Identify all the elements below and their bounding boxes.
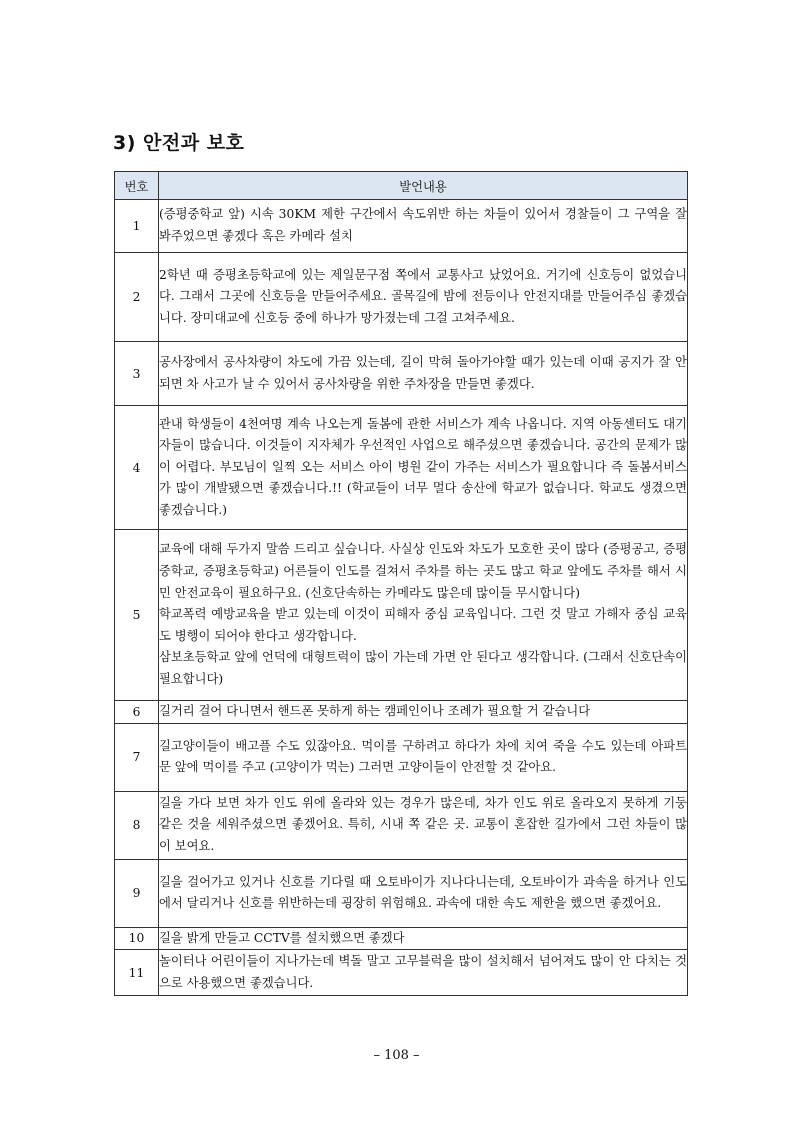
table-row [115, 200, 688, 253]
row-content [159, 342, 688, 406]
row-number: 9 [115, 859, 159, 927]
row-number: 1 [115, 200, 159, 253]
row-content [159, 200, 688, 253]
row-number: 2 [115, 253, 159, 342]
table-row [115, 927, 688, 950]
table-row [115, 791, 688, 859]
row-number: 10 [115, 927, 159, 950]
content-paragraph: 2학년 때 증평초등학교에 있는 제일문구점 쪽에서 교통사고 났었어요. 거기에 신호등이 없었습니다. 그래서 그곳에 신호등을 만들어주세요. 골목길에 밤에 전등이나 안전지대를 만들어주심 좋겠습니다. 장미대교에 신호등 중에 하나가 망가졌는데 그걸 고쳐주세요. [159, 267, 687, 325]
header-number: 번호 [115, 172, 159, 200]
content-paragraph: 학교폭력 예방교육을 받고 있는데 이것이 피해자 중심 교육입니다. 그런 것 말고 가해자 중심 교육도 병행이 되어야 한다고 생각합니다. [159, 607, 687, 643]
table-row [115, 342, 688, 406]
table-row [115, 406, 688, 530]
table-row [115, 530, 688, 701]
row-content [159, 253, 688, 342]
table-row [115, 253, 688, 342]
row-content [159, 723, 688, 791]
content-paragraph: 놀이터나 어린이들이 지나가는데 벽돌 말고 고무블럭을 많이 설치해서 넘어져도 많이 안 다치는 것으로 사용했으면 좋겠습니다. [159, 954, 687, 990]
table-row [115, 701, 688, 724]
row-content [159, 950, 688, 996]
header-content: 발언내용 [159, 172, 688, 200]
row-number: 5 [115, 530, 159, 701]
page-number: – 108 – [373, 1048, 420, 1063]
table-row [115, 723, 688, 791]
row-content [159, 530, 688, 701]
row-number: 8 [115, 791, 159, 859]
row-content [159, 701, 688, 724]
row-number: 4 [115, 406, 159, 530]
content-paragraph: 길을 가다 보면 차가 인도 위에 올라와 있는 경우가 많은데, 차가 인도 위로 올라오지 못하게 기둥 같은 것을 세워주셨으면 좋겠어요. 특히, 시내 쪽 같은 곳. 교통이 혼잡한 길가에서 그런 차들이 많이 보여요. [159, 795, 687, 853]
table-row [115, 950, 688, 996]
row-content [159, 406, 688, 530]
content-paragraph: 길고양이들이 배고플 수도 있잖아요. 먹이를 구하려고 하다가 차에 치여 죽을 수도 있는데 아파트 문 앞에 먹이를 주고 (고양이가 먹는) 그러면 고양이들이 안전할 것 같아요. [159, 738, 687, 775]
row-content [159, 791, 688, 859]
row-content [159, 927, 688, 950]
row-number: 7 [115, 723, 159, 791]
row-content [159, 859, 688, 927]
row-number: 3 [115, 342, 159, 406]
content-paragraph: 길거리 걸어 다니면서 핸드폰 못하게 하는 캠페인이나 조례가 필요할 거 같습니다 [159, 704, 591, 718]
content-paragraph: 관내 학생들이 4천여명 계속 나오는게 돌봄에 관한 서비스가 계속 나옵니다. 지역 아동센터도 대기자들이 많습니다. 이것들이 지자체가 우선적인 사업으로 해주셨으면 좋겠습니다. 공간의 문제가 많이 어렵다. 부모님이 일찍 오는 서비스 아이 병원 같이 가주는 서비스가 필요합니다 즉 돌봄서비스가 많이 개발됐으면 좋겠습니다.!! (학교들이 너무 멀다 송산에 학교가 없습니다. 학교도 생겼으면 좋겠습니다.) [159, 416, 687, 517]
content-paragraph: 삼보초등학교 앞에 언덕에 대형트럭이 많이 가는데 가면 안 된다고 생각합니다. (그래서 신호단속이 필요합니다) [159, 650, 687, 686]
content-paragraph: (증평중학교 앞) 시속 30KM 제한 구간에서 속도위반 하는 차들이 있어서 경찰들이 그 구역을 잘 봐주었으면 좋겠다 혹은 카메라 설치 [159, 207, 687, 243]
content-paragraph: 길을 밝게 만들고 CCTV를 설치했으면 좋겠다 [159, 930, 405, 945]
row-number: 11 [115, 950, 159, 996]
opinion-table [114, 171, 688, 996]
content-paragraph: 길을 걸어가고 있거나 신호를 기다릴 때 오토바이가 지나다니는데, 오토바이가 과속을 하거나 인도에서 달리거나 신호를 위반하는데 굉장히 위험해요. 과속에 대한 속도 제한을 했으면 좋겠어요. [159, 874, 687, 911]
section-title: 3) 안전과 보호 [113, 132, 245, 154]
table-header-row [115, 172, 688, 200]
table-row [115, 859, 688, 927]
row-number: 6 [115, 701, 159, 724]
content-paragraph: 교육에 대해 두가지 말씀 드리고 싶습니다. 사실상 인도와 차도가 모호한 곳이 많다 (증평공고, 증평중학교, 증평초등학교) 어른들이 인도를 걸쳐서 주차를 하는 곳도 많고 학교 앞에도 주차를 해서 시민 안전교육이 필요하구요. (신호단속하는 카메라도 많은데 많이들 무시합니다) [159, 542, 687, 600]
content-paragraph: 공사장에서 공사차량이 차도에 가끔 있는데, 길이 막혀 돌아가야할 때가 있는데 이때 공지가 잘 안되면 차 사고가 날 수 있어서 공사차량을 위한 주차장을 만들면 좋겠다. [159, 354, 687, 391]
